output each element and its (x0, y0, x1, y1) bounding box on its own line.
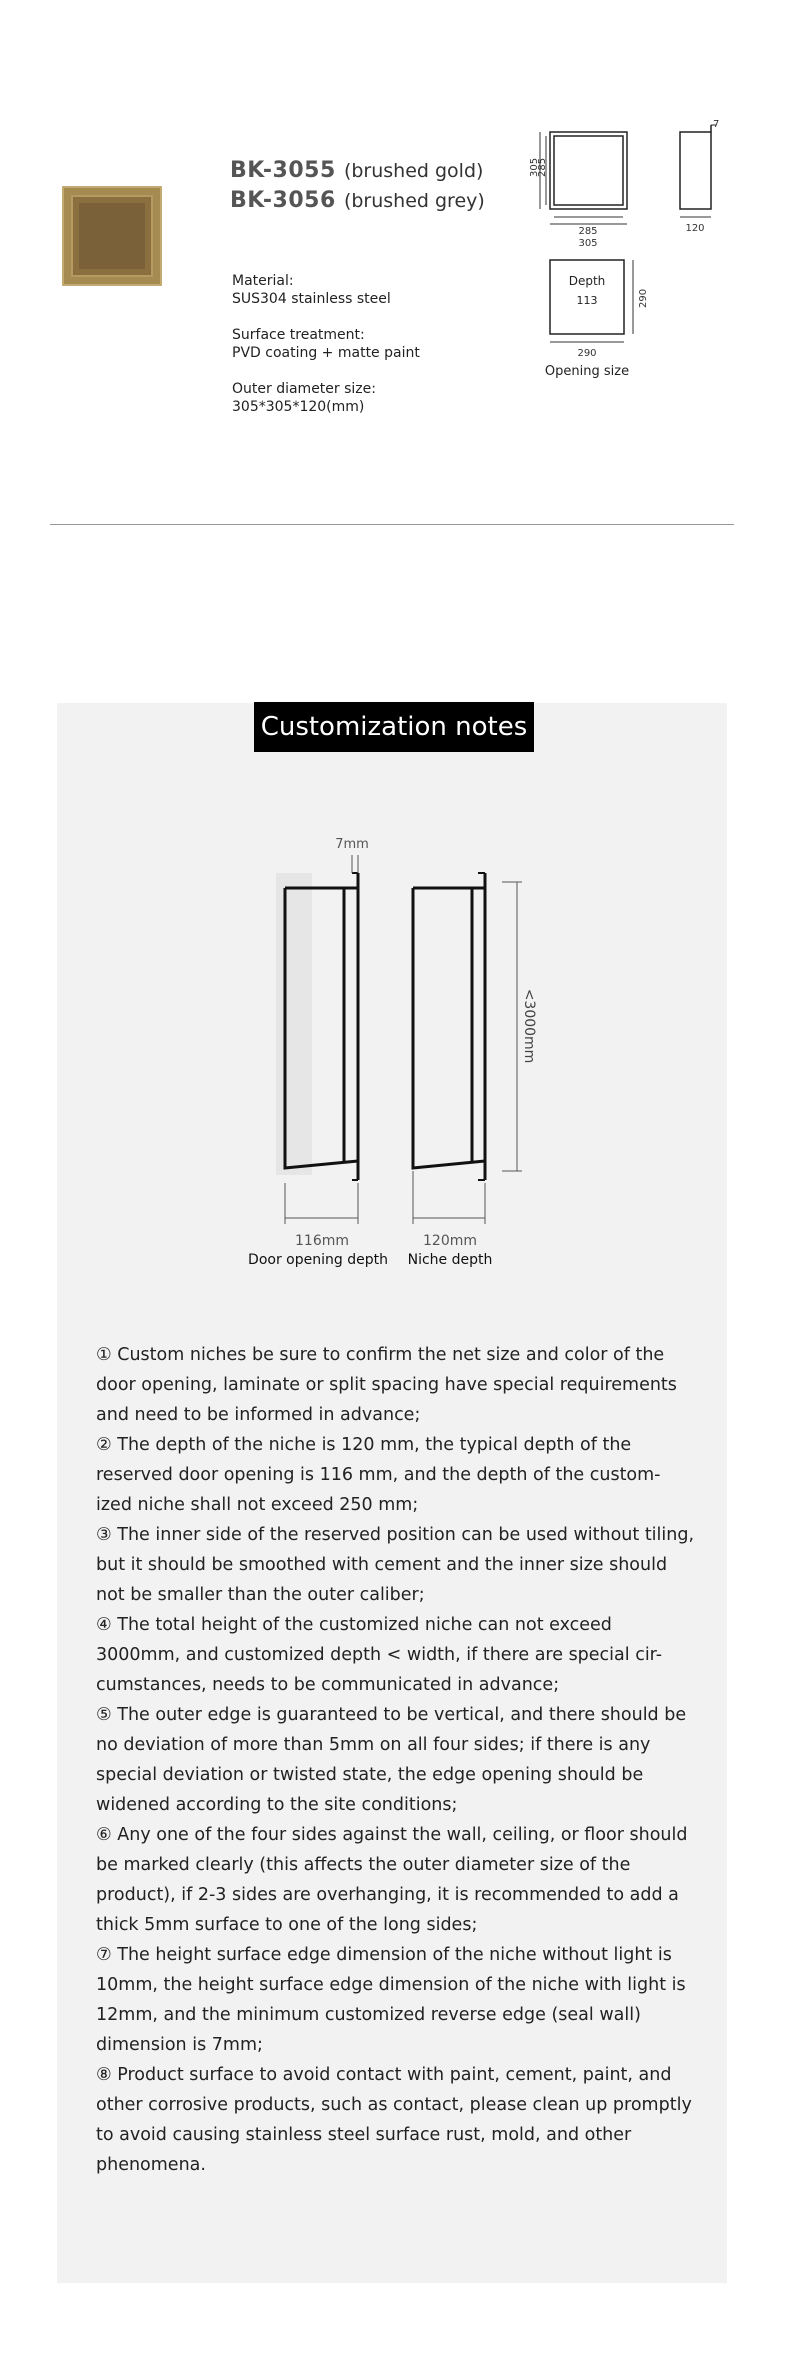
product-thumbnail (62, 186, 162, 286)
front-inner-frame (554, 136, 623, 205)
note-item-6: ⑥ Any one of the four sides against the wall, ceiling, or floor should be marked clearly (this affects the outer diameter size of the product), if 2-3 sides are overhanging, it is recommended to add a thick 5mm surface to one of the long sides; (96, 1825, 688, 1935)
dim-side-edge: 7 (713, 119, 720, 130)
dim-front-inner-w: 285 (578, 226, 598, 237)
section-divider (50, 524, 734, 525)
side-view-body (680, 132, 711, 209)
material-label: Material: (232, 273, 294, 289)
spec-material (232, 272, 391, 308)
model-line-1 (230, 158, 483, 183)
product-thumbnail-inner (71, 195, 153, 277)
niche-depth-value: 120mm (423, 1233, 477, 1249)
dim-opening-h: 290 (638, 288, 649, 308)
model-finish-1: (brushed gold) (343, 160, 484, 182)
customization-diagram (240, 828, 560, 1278)
height-3000mm-label: <3000mm (521, 988, 537, 1064)
outer-value: 305*305*120(mm) (232, 399, 365, 415)
dim-front-outer-w: 305 (578, 238, 598, 249)
wall-shading (276, 873, 312, 1175)
surface-value: PVD coating + matte paint (232, 345, 420, 361)
niche-outline (413, 888, 485, 1168)
opening-caption: Opening size (544, 364, 630, 379)
model-finish-2: (brushed grey) (343, 190, 485, 212)
note-item-5: ⑤ The outer edge is guaranteed to be vertical, and there should be no deviation of more than 5mm on all four sides; if there is any special deviation or twisted state, the edge opening should be widened according to the site conditions; (96, 1705, 687, 1815)
opening-depth-value: 113 (576, 294, 598, 307)
surface-label: Surface treatment: (232, 327, 365, 343)
model-code-1: BK-3055 (230, 158, 336, 183)
note-item-1: ① Custom niches be sure to confirm the net size and color of the door opening, laminate or split spacing have special requirements and need to be informed in advance; (96, 1345, 677, 1425)
door-depth-value: 116mm (295, 1233, 349, 1249)
edge-7mm-label: 7mm (335, 837, 369, 852)
dim-side-depth: 120 (685, 223, 705, 234)
niche-depth-caption: Niche depth (407, 1252, 493, 1268)
opening-depth-label: Depth (568, 274, 606, 288)
note-item-8: ⑧ Product surface to avoid contact with paint, cement, paint, and other corrosive products, such as contact, please clean up promptly to avoid causing stainless steel surface rust, mold, and other phenomena. (96, 2065, 692, 2175)
dim-opening-w: 290 (577, 348, 597, 359)
door-depth-caption: Door opening depth (248, 1252, 388, 1268)
model-line-2 (230, 188, 485, 213)
note-item-3: ③ The inner side of the reserved position can be used without tiling, but it should be smoothed with cement and the inner size should not be smaller than the outer caliber; (96, 1525, 695, 1605)
model-code-2: BK-3056 (230, 188, 336, 213)
outer-label: Outer diameter size: (232, 381, 376, 397)
customization-notes (96, 1340, 696, 2180)
dim-front-inner-h: 285 (537, 157, 548, 177)
dim-front-outer-h: 305 (529, 157, 540, 177)
material-value: SUS304 stainless steel (232, 291, 391, 307)
note-item-7: ⑦ The height surface edge dimension of the niche without light is 10mm, the height surface edge dimension of the niche with light is 12mm, and the minimum customized reverse edge (seal wall) dimension is 7mm; (96, 1945, 686, 2055)
technical-drawing (495, 115, 735, 395)
note-item-2: ② The depth of the niche is 120 mm, the typical depth of the reserved door opening is 116 mm, and the depth of the custom-ized niche shall not exceed 250 mm; (96, 1435, 661, 1515)
front-outer-frame (550, 132, 627, 209)
spec-outer (232, 380, 376, 416)
note-item-4: ④ The total height of the customized niche can not exceed 3000mm, and customized depth < width, if there are special cir-cumstances, needs to be communicated in advance; (96, 1615, 663, 1695)
customization-title: Customization notes (254, 702, 534, 752)
spec-surface (232, 326, 420, 362)
